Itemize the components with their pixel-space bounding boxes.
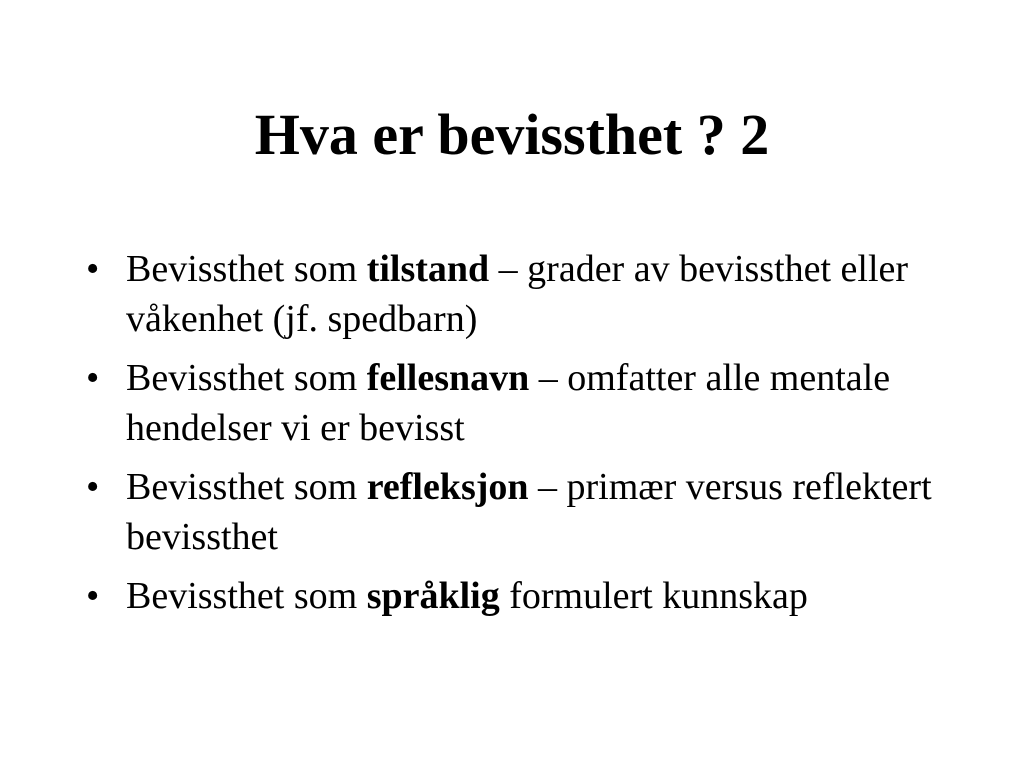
bullet-term: refleksjon — [366, 466, 529, 508]
bullet-prefix: Bevissthet som — [126, 466, 367, 508]
bullet-prefix: Bevissthet som — [126, 357, 367, 399]
bullet-term: tilstand — [366, 248, 490, 290]
bullet-item-fellesnavn — [86, 353, 966, 453]
bullet-suffix: – omfatter alle mentale hendelser vi er bevisst — [126, 357, 891, 449]
bullet-term: fellesnavn — [366, 357, 530, 399]
bullet-prefix: Bevissthet som — [126, 248, 367, 290]
bullet-icon: • — [86, 466, 100, 508]
bullet-item-refleksjon — [86, 462, 966, 562]
bullet-suffix: – primær versus reflektert bevissthet — [126, 466, 932, 558]
bullet-item-tilstand — [86, 244, 966, 344]
slide-title: Hva er bevissthet ? 2 — [254, 102, 770, 167]
bullet-prefix: Bevissthet som — [126, 575, 367, 617]
bullet-icon: • — [86, 248, 100, 290]
bullet-term: språklig — [366, 575, 500, 617]
bullet-icon: • — [86, 357, 100, 399]
bullet-suffix: – grader av bevissthet eller våkenhet (jf. spedbarn) — [126, 248, 909, 340]
bullet-suffix: formulert kunnskap — [499, 575, 808, 617]
bullet-list — [86, 244, 966, 630]
bullet-icon: • — [86, 575, 100, 617]
bullet-item-spraklig — [86, 571, 966, 621]
